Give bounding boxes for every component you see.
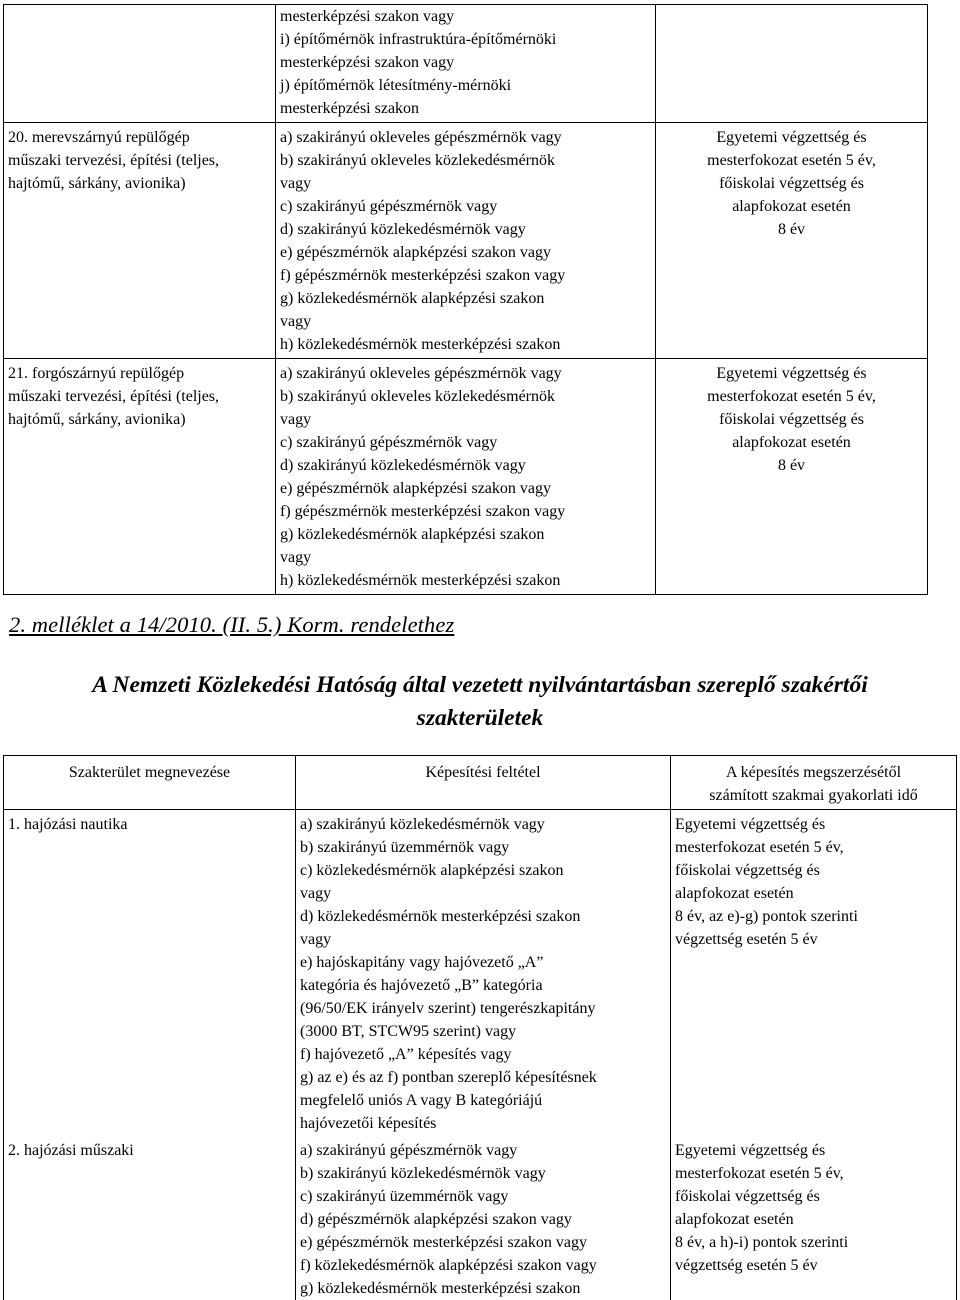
cell-line: mesterfokozat esetén 5 év,: [675, 1164, 844, 1182]
experience-cell: [656, 359, 928, 595]
qualification-cell: [276, 5, 656, 123]
cell-line: mesterfokozat esetén 5 év,: [707, 152, 876, 169]
table-header-row: [4, 756, 957, 810]
cell-line: Egyetemi végzettség és: [716, 365, 867, 382]
cell-line: hajtómű, sárkány, avionika): [8, 411, 186, 428]
cell-line: g) közlekedésmérnök alapképzési szakon: [280, 526, 545, 543]
cell-line: főiskolai végzettség és: [719, 175, 864, 192]
experience-cell: [671, 1136, 957, 1300]
field-cell: [4, 810, 296, 1136]
table-row: [4, 5, 928, 123]
cell-line: vagy: [300, 885, 332, 902]
cell-line: Egyetemi végzettség és: [716, 129, 867, 146]
cell-line: vagy: [280, 313, 312, 330]
expert-fields-table: [3, 755, 957, 1300]
cell-line: Egyetemi végzettség és: [675, 816, 826, 833]
cell-line: hajtómű, sárkány, avionika): [8, 175, 186, 192]
experience-cell: [656, 5, 928, 123]
cell-line: mesterfokozat esetén 5 év,: [707, 388, 876, 405]
cell-line: c) szakirányú gépészmérnök vagy: [280, 198, 498, 215]
cell-line: 20. merevszárnyú repülőgép: [8, 129, 190, 146]
cell-line: g) közlekedésmérnök mesterképzési szakon: [300, 1279, 581, 1297]
qualification-cell: [296, 810, 671, 1136]
cell-line: alapfokozat esetén: [732, 434, 851, 451]
experience-cell: [671, 810, 957, 1136]
cell-line: főiskolai végzettség és: [675, 1187, 820, 1205]
cell-line: (3000 BT, STCW95 szerint) vagy: [300, 1023, 517, 1040]
cell-line: műszaki tervezési, építési (teljes,: [8, 388, 220, 405]
page-title-line2: szakterületek: [416, 705, 544, 731]
field-cell: [4, 123, 276, 359]
cell-line: alapfokozat esetén: [675, 1210, 794, 1228]
cell-line: a) szakirányú okleveles gépészmérnök vagy: [280, 365, 562, 382]
cell-line: hajóvezetői képesítés: [300, 1115, 437, 1132]
cell-line: c) szakirányú gépészmérnök vagy: [280, 434, 498, 451]
cell-line: e) gépészmérnök mesterképzési szakon vagy: [300, 1233, 587, 1251]
cell-line: b) szakirányú üzemmérnök vagy: [300, 839, 510, 856]
header-experience-line: A képesítés megszerzésétől: [725, 764, 902, 781]
cell-line: 8 év: [777, 457, 806, 474]
cell-line: alapfokozat esetén: [732, 198, 851, 215]
cell-line: főiskolai végzettség és: [719, 411, 864, 428]
cell-line: d) gépészmérnök alapképzési szakon vagy: [300, 1210, 572, 1228]
cell-line: végzettség esetén 5 év: [675, 1256, 818, 1274]
cell-line: a) szakirányú közlekedésmérnök vagy: [300, 816, 545, 833]
cell-line: 1. hajózási nautika: [8, 816, 128, 833]
cell-line: d) közlekedésmérnök mesterképzési szakon: [300, 908, 581, 925]
cell-line: vagy: [280, 175, 312, 192]
cell-line: c) közlekedésmérnök alapképzési szakon: [300, 862, 564, 879]
cell-line: e) gépészmérnök alapképzési szakon vagy: [280, 480, 551, 497]
cell-line: a) szakirányú gépészmérnök vagy: [300, 1141, 518, 1159]
cell-line: mesterképzési szakon vagy: [280, 54, 455, 71]
cell-line: 21. forgószárnyú repülőgép: [8, 365, 185, 382]
experience-cell: [656, 123, 928, 359]
cell-line: f) gépészmérnök mesterképzési szakon vagy: [280, 267, 566, 284]
header-experience: [671, 756, 957, 810]
cell-line: j) építőmérnök létesítmény-mérnöki: [280, 77, 512, 94]
cell-line: b) szakirányú közlekedésmérnök vagy: [300, 1164, 546, 1182]
cell-line: végzettség esetén 5 év: [675, 931, 818, 948]
table-row: [4, 1136, 957, 1300]
cell-line: a) szakirányú okleveles gépészmérnök vagy: [280, 129, 562, 146]
annex-reference: [9, 612, 454, 638]
cell-line: mesterképzési szakon: [280, 100, 420, 117]
cell-line: g) az e) és az f) pontban szereplő képesítésnek: [300, 1069, 597, 1086]
table-row: [4, 359, 928, 595]
cell-line: vagy: [280, 549, 312, 566]
table-row: [4, 810, 957, 1136]
qualification-cell: [276, 123, 656, 359]
cell-line: alapfokozat esetén: [675, 885, 794, 902]
cell-line: vagy: [300, 931, 332, 948]
cell-line: 8 év, az e)-g) pontok szerinti: [675, 908, 858, 925]
cell-line: (96/50/EK irányelv szerint) tengerészkapitány: [300, 1000, 596, 1017]
cell-line: vagy: [280, 411, 312, 428]
cell-line: h) közlekedésmérnök mesterképzési szakon: [280, 572, 561, 589]
continued-table: [3, 4, 928, 595]
field-cell: [4, 359, 276, 595]
qualification-cell: [276, 359, 656, 595]
cell-line: i) építőmérnök infrastruktúra-építőmérnöki: [280, 31, 557, 48]
field-cell: [4, 1136, 296, 1300]
header-qualification: Képesítési feltétel: [296, 756, 671, 810]
cell-line: megfelelő uniós A vagy B kategóriájú: [300, 1092, 543, 1109]
cell-line: e) gépészmérnök alapképzési szakon vagy: [280, 244, 551, 261]
cell-line: kategória és hajóvezető „B” kategória: [300, 977, 543, 994]
cell-line: c) szakirányú üzemmérnök vagy: [300, 1187, 509, 1205]
cell-line: f) közlekedésmérnök alapképzési szakon vagy: [300, 1256, 597, 1274]
cell-line: mesterképzési szakon vagy: [280, 8, 455, 25]
cell-line: mesterfokozat esetén 5 év,: [675, 839, 844, 856]
page-title: A Nemzeti Közlekedési Hatóság által vezetett nyilvántartásban szereplő szakértői: [92, 672, 868, 698]
cell-line: Egyetemi végzettség és: [675, 1141, 826, 1159]
cell-line: főiskolai végzettség és: [675, 862, 820, 879]
cell-line: f) hajóvezető „A” képesítés vagy: [300, 1046, 512, 1063]
cell-line: 8 év: [777, 221, 806, 238]
cell-line: e) hajóskapitány vagy hajóvezető „A”: [300, 954, 544, 971]
qualification-cell: [296, 1136, 671, 1300]
cell-line: b) szakirányú okleveles közlekedésmérnök: [280, 388, 556, 405]
cell-line: d) szakirányú közlekedésmérnök vagy: [280, 221, 526, 238]
cell-line: f) gépészmérnök mesterképzési szakon vagy: [280, 503, 566, 520]
annex-reference-text: 2. melléklet a 14/2010. (II. 5.) Korm. rendelethez: [9, 612, 455, 637]
cell-line: h) közlekedésmérnök mesterképzési szakon: [280, 336, 561, 353]
table-row: [4, 123, 928, 359]
cell-line: 8 év, a h)-i) pontok szerinti: [675, 1233, 849, 1251]
cell-line: műszaki tervezési, építési (teljes,: [8, 152, 220, 169]
cell-line: g) közlekedésmérnök alapképzési szakon: [280, 290, 545, 307]
cell-line: d) szakirányú közlekedésmérnök vagy: [280, 457, 526, 474]
header-field-name: Szakterület megnevezése: [4, 756, 296, 810]
field-cell: [4, 5, 276, 123]
cell-line: 2. hajózási műszaki: [8, 1141, 134, 1159]
header-experience-line: számított szakmai gyakorlati idő: [709, 787, 918, 804]
cell-line: b) szakirányú okleveles közlekedésmérnök: [280, 152, 556, 169]
